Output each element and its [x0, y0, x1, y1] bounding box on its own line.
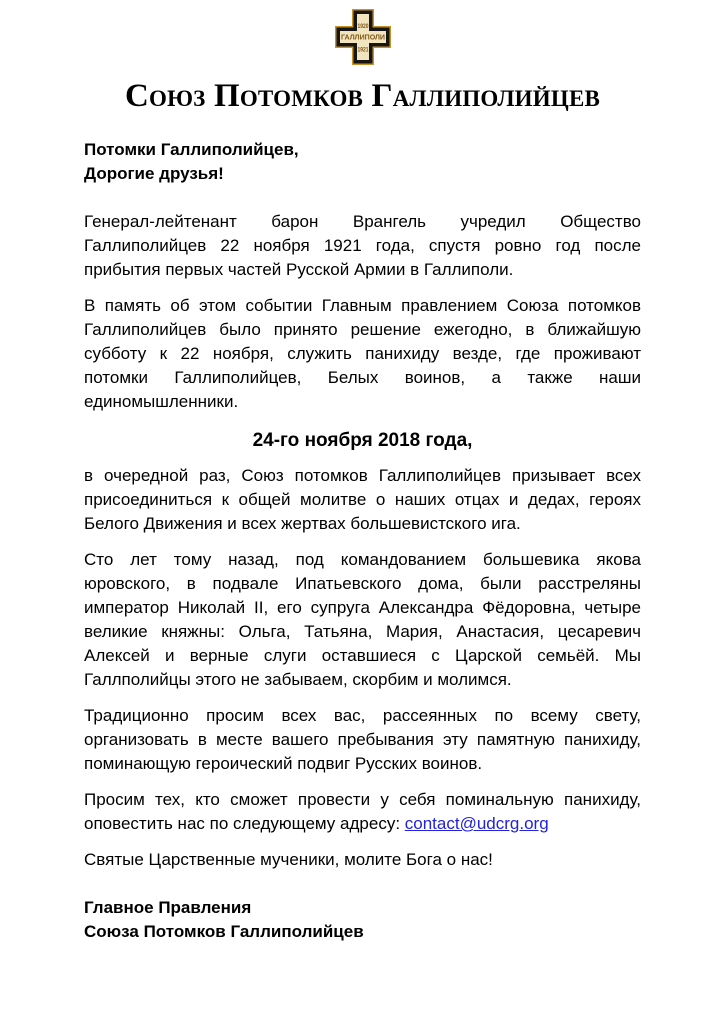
page-title: Союз Потомков Галлиполийцев — [124, 78, 601, 114]
text-line: субботу к 22 ноября, служить панихиду везде, где проживают — [84, 344, 641, 363]
body-paragraph — [84, 210, 641, 282]
date-heading: 24-го ноября 2018 года, — [252, 430, 473, 451]
body-paragraph — [84, 548, 641, 692]
text-line: единомышленники. — [84, 392, 239, 411]
text-line: Белого Движения и всех жертвах большевистского ига. — [84, 514, 521, 533]
greeting-line: Потомки Галлиполийцев, — [84, 140, 299, 159]
text-line: потомки Галлиполийцев, Белых воинов, а также наши — [84, 368, 641, 387]
signature-line: Главное Правления — [84, 898, 252, 917]
greeting-block — [84, 138, 641, 186]
signature-block — [84, 896, 641, 944]
text-line: Просим тех, кто сможет провести у себя поминальную панихиду, — [84, 790, 641, 809]
logo-name: ГАЛЛИПОЛИ — [340, 34, 385, 42]
text-line: Галлполийцы этого не забываем, скорбим и молимся. — [84, 670, 512, 689]
body-paragraph — [84, 788, 641, 836]
text-line: Генерал-лейтенант барон Врангель учредил Общество — [84, 212, 641, 231]
text-line: Галлиполийцев было принято решение ежегодно, в ближайшую — [84, 320, 641, 339]
body-paragraph — [84, 464, 641, 536]
signature-line: Союза Потомков Галлиполийцев — [84, 922, 364, 941]
text-line: поминающую героический подвиг Русских воинов. — [84, 754, 483, 773]
text-line: присоединиться к общей молитве о наших отцах и дедах, героях — [84, 490, 641, 509]
text-line: великие княжны: Ольга, Татьяна, Мария, Анастасия, цесаревич — [84, 622, 641, 641]
logo-container — [84, 8, 641, 66]
contact-line-prefix: оповестить нас по следующему адресу: — [84, 814, 405, 833]
text-line: организовать в месте вашего пребывания эту памятную панихиду, — [84, 730, 641, 749]
logo-year-bottom: 1921 — [357, 47, 369, 54]
body-paragraph — [84, 294, 641, 414]
greeting-line: Дорогие друзья! — [84, 164, 224, 183]
text-line: Сто лет тому назад, под командованием большевика якова — [84, 550, 641, 569]
text-line: Алексей и верные слуги оставшиеся с Царской семьёй. Мы — [84, 646, 641, 665]
text-line: прибытия первых частей Русской Армии в Галлиполи. — [84, 260, 514, 279]
text-line: Традиционно просим всех вас, рассеянных по всему свету, — [84, 706, 641, 725]
gallipoli-cross-logo — [333, 8, 393, 66]
text-line: юровского, в подвале Ипатьевского дома, были расстреляны — [84, 574, 641, 593]
text-line: Галлиполийцев 22 ноября 1921 года, спустя ровно год после — [84, 236, 641, 255]
text-line: в очередной раз, Союз потомков Галлиполийцев призывает всех — [84, 466, 641, 485]
body-paragraph — [84, 704, 641, 776]
text-line: император Николай II, его супруга Александра Фёдоровна, четыре — [84, 598, 641, 617]
text-line: В память об этом событии Главным правлением Союза потомков — [84, 296, 641, 315]
text-line — [84, 812, 641, 836]
closing-line: Святые Царственные мученики, молите Бога о нас! — [84, 850, 493, 869]
email-link[interactable]: contact@udcrg.org — [404, 814, 549, 833]
logo-year-top: 1920 — [357, 24, 369, 30]
